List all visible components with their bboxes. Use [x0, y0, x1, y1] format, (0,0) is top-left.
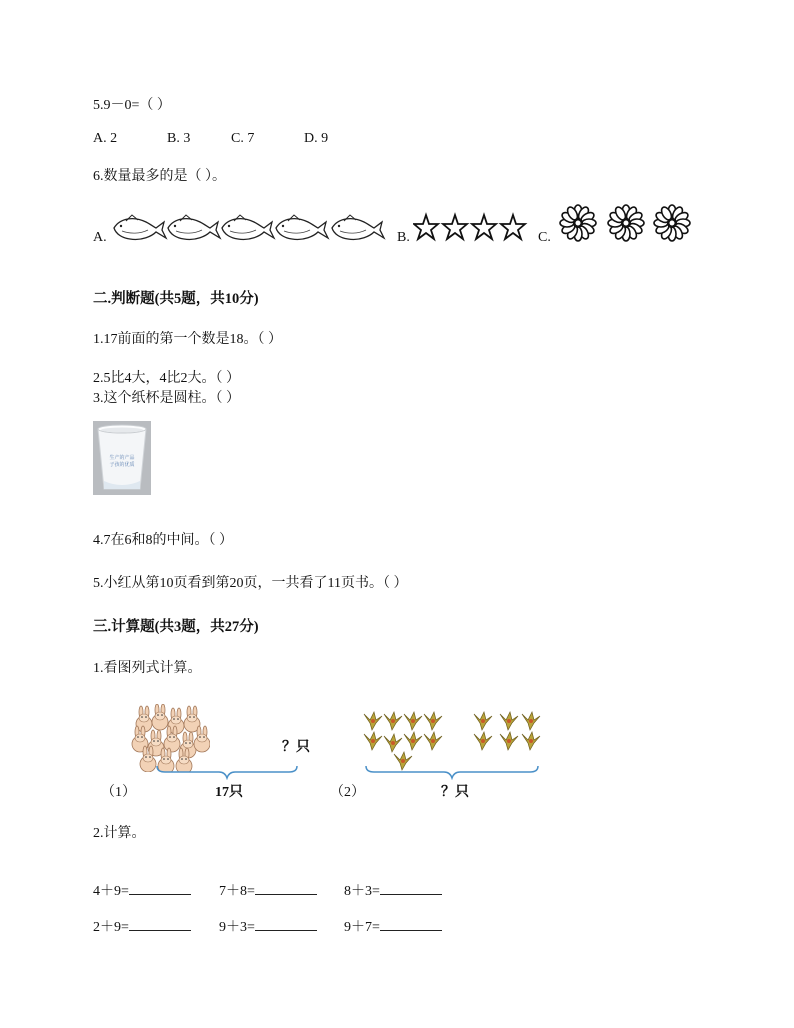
answer-blank[interactable] — [255, 882, 317, 895]
answer-blank[interactable] — [380, 918, 442, 931]
fig1-question: ？只 — [282, 740, 310, 755]
bird-icon — [522, 712, 540, 730]
q5-option-d: D. 9 — [304, 131, 329, 146]
bird-icon — [364, 712, 382, 730]
fish-icon — [332, 215, 384, 239]
cup-text-2: 子孩的优质 — [109, 462, 135, 468]
judge-item-4: 4.7在6和8的中间。（ ） — [93, 533, 233, 548]
answer-blank[interactable] — [129, 882, 191, 895]
calc-item: 2＋9= — [93, 916, 191, 936]
q6-label-c: C. — [538, 230, 551, 245]
bird-icon — [424, 732, 442, 750]
fig1-brace — [155, 764, 299, 780]
calc-q1-stem: 1.看图列式计算。 — [93, 661, 202, 676]
bird-icon — [500, 712, 518, 730]
section-3-title: 三.计算题(共3题，共27分) — [93, 619, 259, 635]
section-2-title: 二.判断题(共5题，共10分) — [93, 291, 259, 307]
fig2-brace — [364, 764, 540, 780]
fish-group — [112, 210, 392, 246]
q6-label-a: A. — [93, 230, 107, 245]
calc-item: 9＋3= — [219, 916, 317, 936]
judge-item-2: 2.5比4大，4比2大。（ ） — [93, 371, 240, 386]
star-icon — [472, 215, 496, 239]
answer-blank[interactable] — [380, 882, 442, 895]
fig2-label: （2） — [330, 785, 365, 800]
paper-cup-image — [93, 421, 151, 495]
answer-blank[interactable] — [129, 918, 191, 931]
q5-option-c: C. 7 — [231, 131, 255, 146]
flower-group — [558, 204, 698, 242]
judge-item-5: 5.小红从第10页看到第20页，一共看了11页书。（ ） — [93, 576, 408, 591]
rabbit-group-image — [130, 704, 210, 772]
bird-icon — [404, 712, 422, 730]
question-5-stem: 5.9－0=（ ） — [93, 98, 171, 113]
star-group — [413, 212, 529, 242]
flower-icon — [560, 205, 596, 241]
rabbit-icon — [152, 704, 168, 730]
bird-icon — [500, 732, 518, 750]
calc-q2-stem: 2.计算。 — [93, 826, 146, 841]
q5-option-b: B. 3 — [167, 131, 191, 146]
fig1-label: （1） — [101, 785, 136, 800]
bird-icon — [384, 734, 402, 752]
judge-item-3: 3.这个纸杯是圆柱。（ ） — [93, 391, 240, 406]
fish-icon — [276, 215, 328, 239]
star-icon — [443, 215, 467, 239]
fig2-question: ？只 — [441, 785, 469, 800]
q6-label-b: B. — [397, 230, 410, 245]
bird-icon — [522, 732, 540, 750]
bird-icon — [364, 732, 382, 750]
fish-icon — [222, 215, 274, 239]
star-icon — [414, 215, 438, 239]
bird-icon — [384, 712, 402, 730]
bird-icon — [474, 712, 492, 730]
star-icon — [501, 215, 525, 239]
calc-item: 4＋9= — [93, 880, 191, 900]
flower-icon — [608, 205, 644, 241]
judge-item-1: 1.17前面的第一个数是18。（ ） — [93, 332, 282, 347]
calc-item: 7＋8= — [219, 880, 317, 900]
answer-blank[interactable] — [255, 918, 317, 931]
flower-icon — [654, 205, 690, 241]
fig1-total: 17只 — [215, 785, 243, 800]
calc-item: 8＋3= — [344, 880, 442, 900]
calc-item: 9＋7= — [344, 916, 442, 936]
bird-icon — [474, 732, 492, 750]
fish-icon — [114, 215, 166, 239]
question-6-stem: 6.数量最多的是（ ）。 — [93, 169, 226, 184]
cup-text-1: 生产的产品 — [109, 455, 135, 461]
fish-icon — [168, 215, 220, 239]
q5-option-a: A. 2 — [93, 131, 118, 146]
bird-icon — [424, 712, 442, 730]
bird-icon — [404, 732, 422, 750]
